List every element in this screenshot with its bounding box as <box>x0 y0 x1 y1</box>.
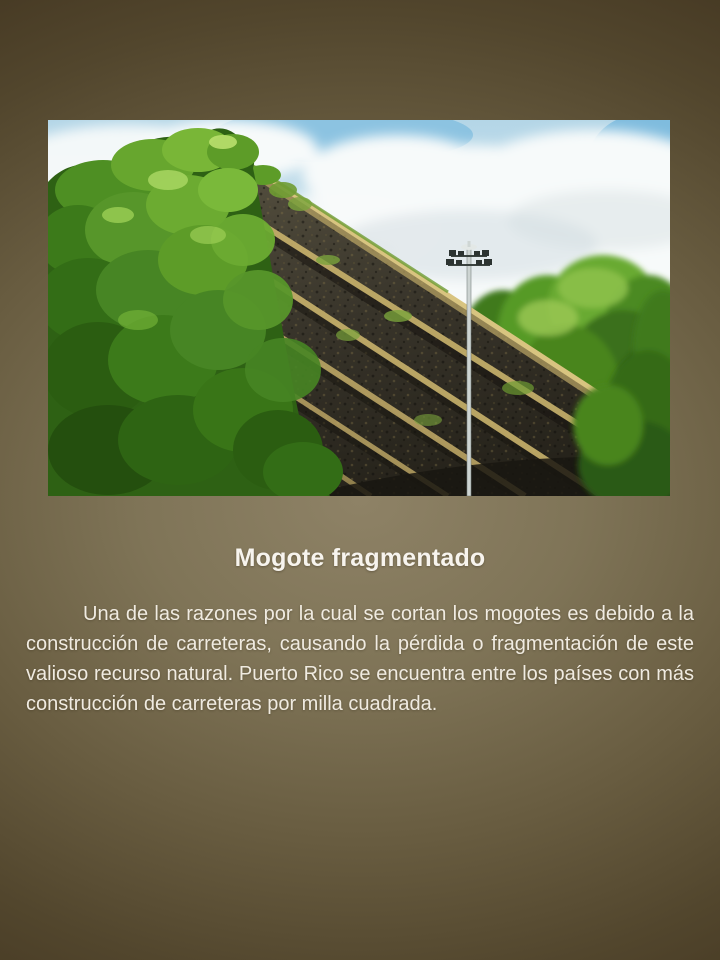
mogote-photo <box>48 120 670 496</box>
slide-body-paragraph: Una de las razones por la cual se cortan los mogotes es debido a la construcción de carreteras, causando la pérdida o fragmentación de este valioso recurso natural. Puerto Rico se encuentra entre los países con más construcción de carreteras por milla cuadrada. <box>26 603 694 715</box>
mogote-photo-illustration <box>48 120 670 496</box>
slide-title: Mogote fragmentado <box>234 544 486 572</box>
